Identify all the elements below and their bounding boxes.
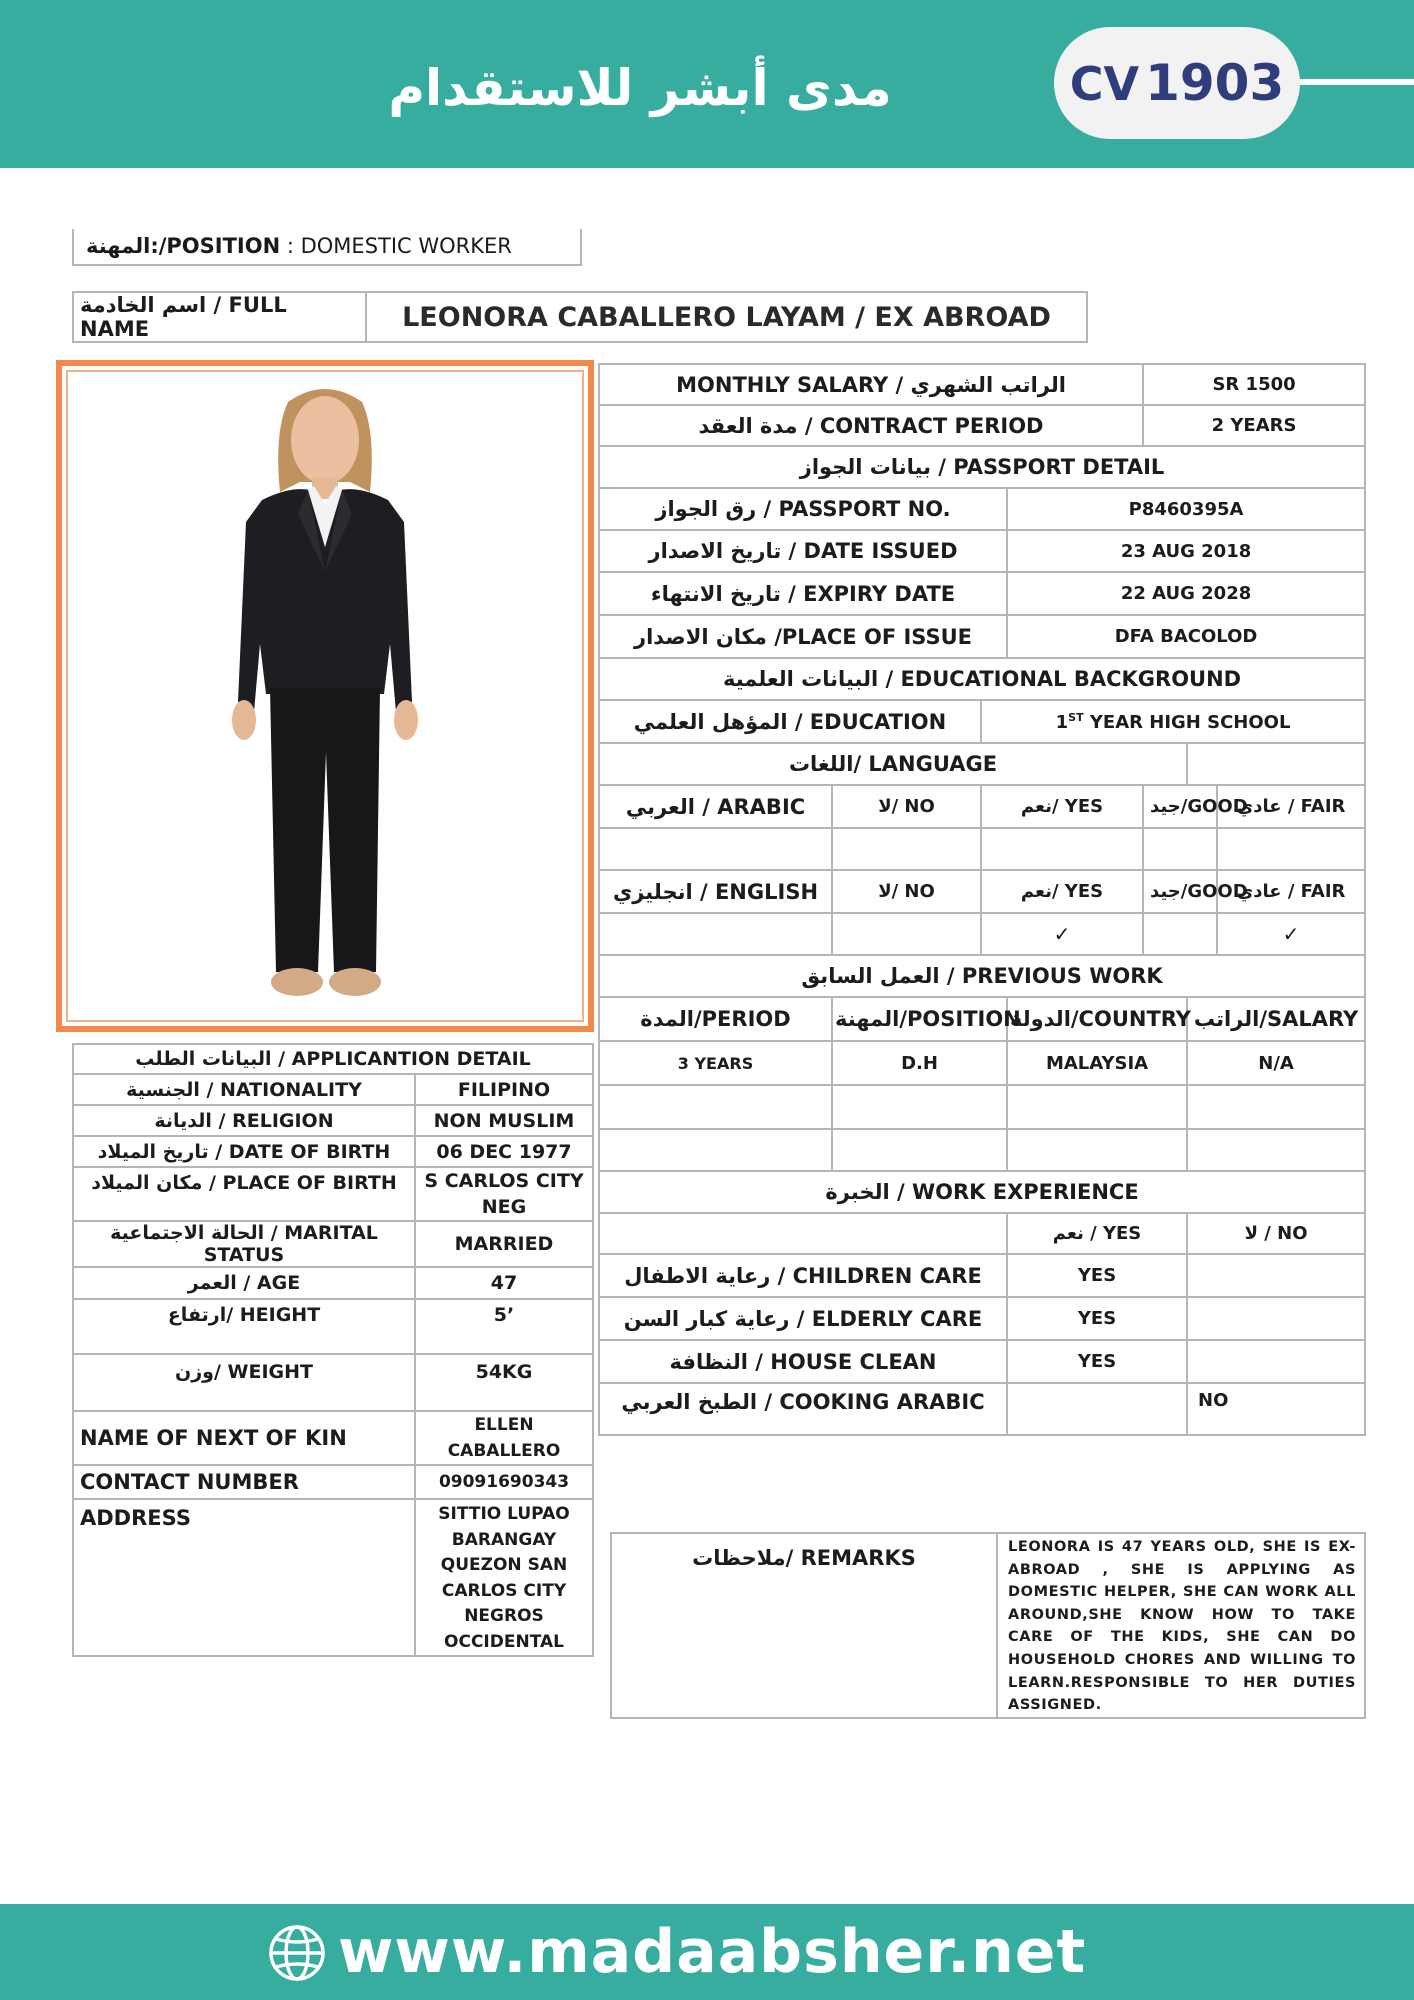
english-blank xyxy=(599,913,832,955)
next-of-kin-line2: CABALLERO xyxy=(447,1441,561,1461)
place-of-birth-line2: NEG xyxy=(481,1196,527,1218)
nationality-label: الجنسية / NATIONALITY xyxy=(73,1074,415,1105)
children-care-no xyxy=(1187,1254,1365,1297)
passport-heading: بيانات الجواز / PASSPORT DETAIL xyxy=(599,446,1365,488)
english-fair-check: ✓ xyxy=(1217,913,1365,955)
prev-empty-cell xyxy=(832,1085,1007,1129)
prev-col-country: الدولة/COUNTRY xyxy=(1007,997,1187,1041)
weight-value: 54KG xyxy=(415,1354,593,1411)
english-col-no: لا/ NO xyxy=(832,870,981,913)
website-url[interactable]: www.madaabsher.net xyxy=(338,1917,1087,1987)
place-of-birth-value xyxy=(415,1167,593,1221)
cooking-arabic-yes xyxy=(1007,1383,1187,1435)
prev-row-period: 3 YEARS xyxy=(599,1041,832,1085)
english-col-yes: نعم/ YES xyxy=(981,870,1143,913)
education-value-sup: ST xyxy=(1068,710,1084,724)
next-of-kin-line1: ELLEN xyxy=(474,1415,534,1435)
education-value-num: 1 xyxy=(1055,711,1069,733)
arabic-col-good: جيد/GOOD xyxy=(1143,785,1217,828)
cooking-arabic-label: الطبخ العربي / COOKING ARABIC xyxy=(599,1383,1007,1435)
globe-icon xyxy=(268,1924,326,1982)
prev-empty-cell xyxy=(1187,1129,1365,1171)
remarks-label: ملاحظات/ REMARKS xyxy=(611,1533,997,1718)
contract-period-label: مدة العقد / CONTRACT PERIOD xyxy=(599,405,1143,446)
arabic-label: العربي / ARABIC xyxy=(599,785,832,828)
elderly-care-yes: YES xyxy=(1007,1297,1187,1340)
next-of-kin-label: NAME OF NEXT OF KIN xyxy=(73,1411,415,1465)
age-value: 47 xyxy=(415,1267,593,1299)
marital-status-label: الحالة الاجتماعية / MARITAL STATUS xyxy=(73,1221,415,1267)
date-of-birth-label: تاريخ الميلاد / DATE OF BIRTH xyxy=(73,1136,415,1167)
english-good-cell xyxy=(1143,913,1217,955)
arabic-blank xyxy=(599,828,832,870)
experience-blank xyxy=(599,1213,1007,1254)
marital-status-value: MARRIED xyxy=(415,1221,593,1267)
education-value xyxy=(981,700,1365,743)
expiry-date-value: 22 AUG 2028 xyxy=(1007,572,1365,615)
date-of-birth-value: 06 DEC 1977 xyxy=(415,1136,593,1167)
education-label: المؤهل العلمي / EDUCATION xyxy=(599,700,981,743)
religion-value: NON MUSLIM xyxy=(415,1105,593,1136)
passport-no-value: P8460395A xyxy=(1007,488,1365,530)
weight-label: وزن/ WEIGHT xyxy=(73,1354,415,1411)
height-value: 5’ xyxy=(415,1299,593,1354)
prev-empty-cell xyxy=(1187,1085,1365,1129)
nationality-value: FILIPINO xyxy=(415,1074,593,1105)
address-line: QUEZON SAN xyxy=(440,1555,568,1575)
cv-prefix: CV xyxy=(1069,57,1140,111)
contract-period-value: 2 YEARS xyxy=(1143,405,1365,446)
address-line: BARANGAY xyxy=(451,1529,557,1550)
cv-number-badge xyxy=(1054,27,1300,139)
house-clean-label: النظافة / HOUSE CLEAN xyxy=(599,1340,1007,1383)
place-of-birth-line1: S CARLOS CITY xyxy=(424,1170,584,1192)
remarks-table xyxy=(610,1532,1366,1719)
arabic-col-fair: عادي / FAIR xyxy=(1217,785,1365,828)
elderly-care-label: رعاية كبار السن / ELDERLY CARE xyxy=(599,1297,1007,1340)
remarks-text: LEONORA IS 47 YEARS OLD, SHE IS EX-ABROAD , SHE IS APPLYING AS DOMESTIC HELPER, SHE CAN WORK ALL AROUND,SHE KNOW HOW TO TAKE CARE OF THE KIDS, SHE CAN DO HOUSEHOLD CHORES AND WILLING TO LEARN.RESPONSIBLE TO HER DUTIES ASSIGNED. xyxy=(997,1533,1365,1718)
experience-heading: الخبرة / WORK EXPERIENCE xyxy=(599,1171,1365,1213)
address-label: ADDRESS xyxy=(73,1499,415,1656)
date-issued-label: تاريخ الاصدار / DATE ISSUED xyxy=(599,530,1007,572)
prev-col-position: المهنة/POSITION xyxy=(832,997,1007,1041)
previous-work-heading: العمل السابق / PREVIOUS WORK xyxy=(599,955,1365,997)
contact-number-label: CONTACT NUMBER xyxy=(73,1465,415,1499)
prev-col-period: المدة/PERIOD xyxy=(599,997,832,1041)
prev-row-country: MALAYSIA xyxy=(1007,1041,1187,1085)
address-line: SITTIO LUPAO xyxy=(438,1504,570,1524)
education-heading: البيانات العلمية / EDUCATIONAL BACKGROUND xyxy=(599,658,1365,700)
position-value: : DOMESTIC WORKER xyxy=(286,234,512,258)
arabic-yes-cell xyxy=(981,828,1143,870)
prev-empty-cell xyxy=(599,1129,832,1171)
house-clean-no xyxy=(1187,1340,1365,1383)
address-line: NEGROS xyxy=(464,1606,544,1626)
place-of-issue-value: DFA BACOLOD xyxy=(1007,615,1365,658)
children-care-yes: YES xyxy=(1007,1254,1187,1297)
prev-empty-cell xyxy=(1007,1129,1187,1171)
date-issued-value: 23 AUG 2018 xyxy=(1007,530,1365,572)
monthly-salary-label: الراتب الشهري / MONTHLY SALARY xyxy=(599,364,1143,405)
position-field xyxy=(72,229,582,266)
full-name-value: LEONORA CABALLERO LAYAM / EX ABROAD xyxy=(366,292,1087,342)
monthly-salary-value: SR 1500 xyxy=(1143,364,1365,405)
expiry-date-label: تاريخ الانتهاء / EXPIRY DATE xyxy=(599,572,1007,615)
experience-col-no: لا / NO xyxy=(1187,1213,1365,1254)
language-heading: اللغات/ LANGUAGE xyxy=(599,743,1187,785)
language-heading-blank xyxy=(1187,743,1365,785)
english-col-good: جيد/GOOD xyxy=(1143,870,1217,913)
age-label: العمر / AGE xyxy=(73,1267,415,1299)
position-label: المهنة:/POSITION xyxy=(86,234,281,258)
prev-row-salary: N/A xyxy=(1187,1041,1365,1085)
address-line: OCCIDENTAL xyxy=(444,1631,564,1652)
english-col-fair: عادي / FAIR xyxy=(1217,870,1365,913)
children-care-label: رعاية الاطفال / CHILDREN CARE xyxy=(599,1254,1007,1297)
arabic-col-no: لا/ NO xyxy=(832,785,981,828)
prev-row-position: D.H xyxy=(832,1041,1007,1085)
prev-empty-cell xyxy=(1007,1085,1187,1129)
passport-no-label: رق الجواز / PASSPORT NO. xyxy=(599,488,1007,530)
header-accent-line xyxy=(1290,79,1414,85)
prev-empty-cell xyxy=(832,1129,1007,1171)
next-of-kin-value xyxy=(415,1411,593,1465)
elderly-care-no xyxy=(1187,1297,1365,1340)
arabic-no-cell xyxy=(832,828,981,870)
english-yes-check: ✓ xyxy=(981,913,1143,955)
cooking-arabic-no: NO xyxy=(1187,1383,1365,1435)
arabic-good-cell xyxy=(1143,828,1217,870)
house-clean-yes: YES xyxy=(1007,1340,1187,1383)
agency-title: مدى أبشر للاستقدام xyxy=(388,59,892,117)
full-name-table xyxy=(72,291,1088,343)
experience-col-yes: نعم / YES xyxy=(1007,1213,1187,1254)
education-value-rest: YEAR HIGH SCHOOL xyxy=(1083,711,1291,733)
address-value xyxy=(415,1499,593,1656)
religion-label: الديانة / RELIGION xyxy=(73,1105,415,1136)
application-heading: البيانات الطلب / APPLICANTION DETAIL xyxy=(73,1044,593,1074)
cv-number: 1903 xyxy=(1145,54,1285,112)
english-no-cell xyxy=(832,913,981,955)
prev-empty-cell xyxy=(599,1085,832,1129)
application-details-table xyxy=(72,1043,594,1657)
applicant-photo xyxy=(200,382,450,1014)
english-label: انجليزي / ENGLISH xyxy=(599,870,832,913)
address-line: CARLOS CITY xyxy=(441,1580,567,1601)
place-of-issue-label: مكان الاصدار /PLACE OF ISSUE xyxy=(599,615,1007,658)
place-of-birth-label: مكان الميلاد / PLACE OF BIRTH xyxy=(73,1167,415,1221)
details-table-right xyxy=(598,363,1366,1436)
height-label: ارتفاع/ HEIGHT xyxy=(73,1299,415,1354)
arabic-col-yes: نعم/ YES xyxy=(981,785,1143,828)
contact-number-value: 09091690343 xyxy=(415,1465,593,1499)
arabic-fair-cell xyxy=(1217,828,1365,870)
full-name-label: اسم الخادمة / FULL NAME xyxy=(73,292,366,342)
prev-col-salary: الراتب/SALARY xyxy=(1187,997,1365,1041)
